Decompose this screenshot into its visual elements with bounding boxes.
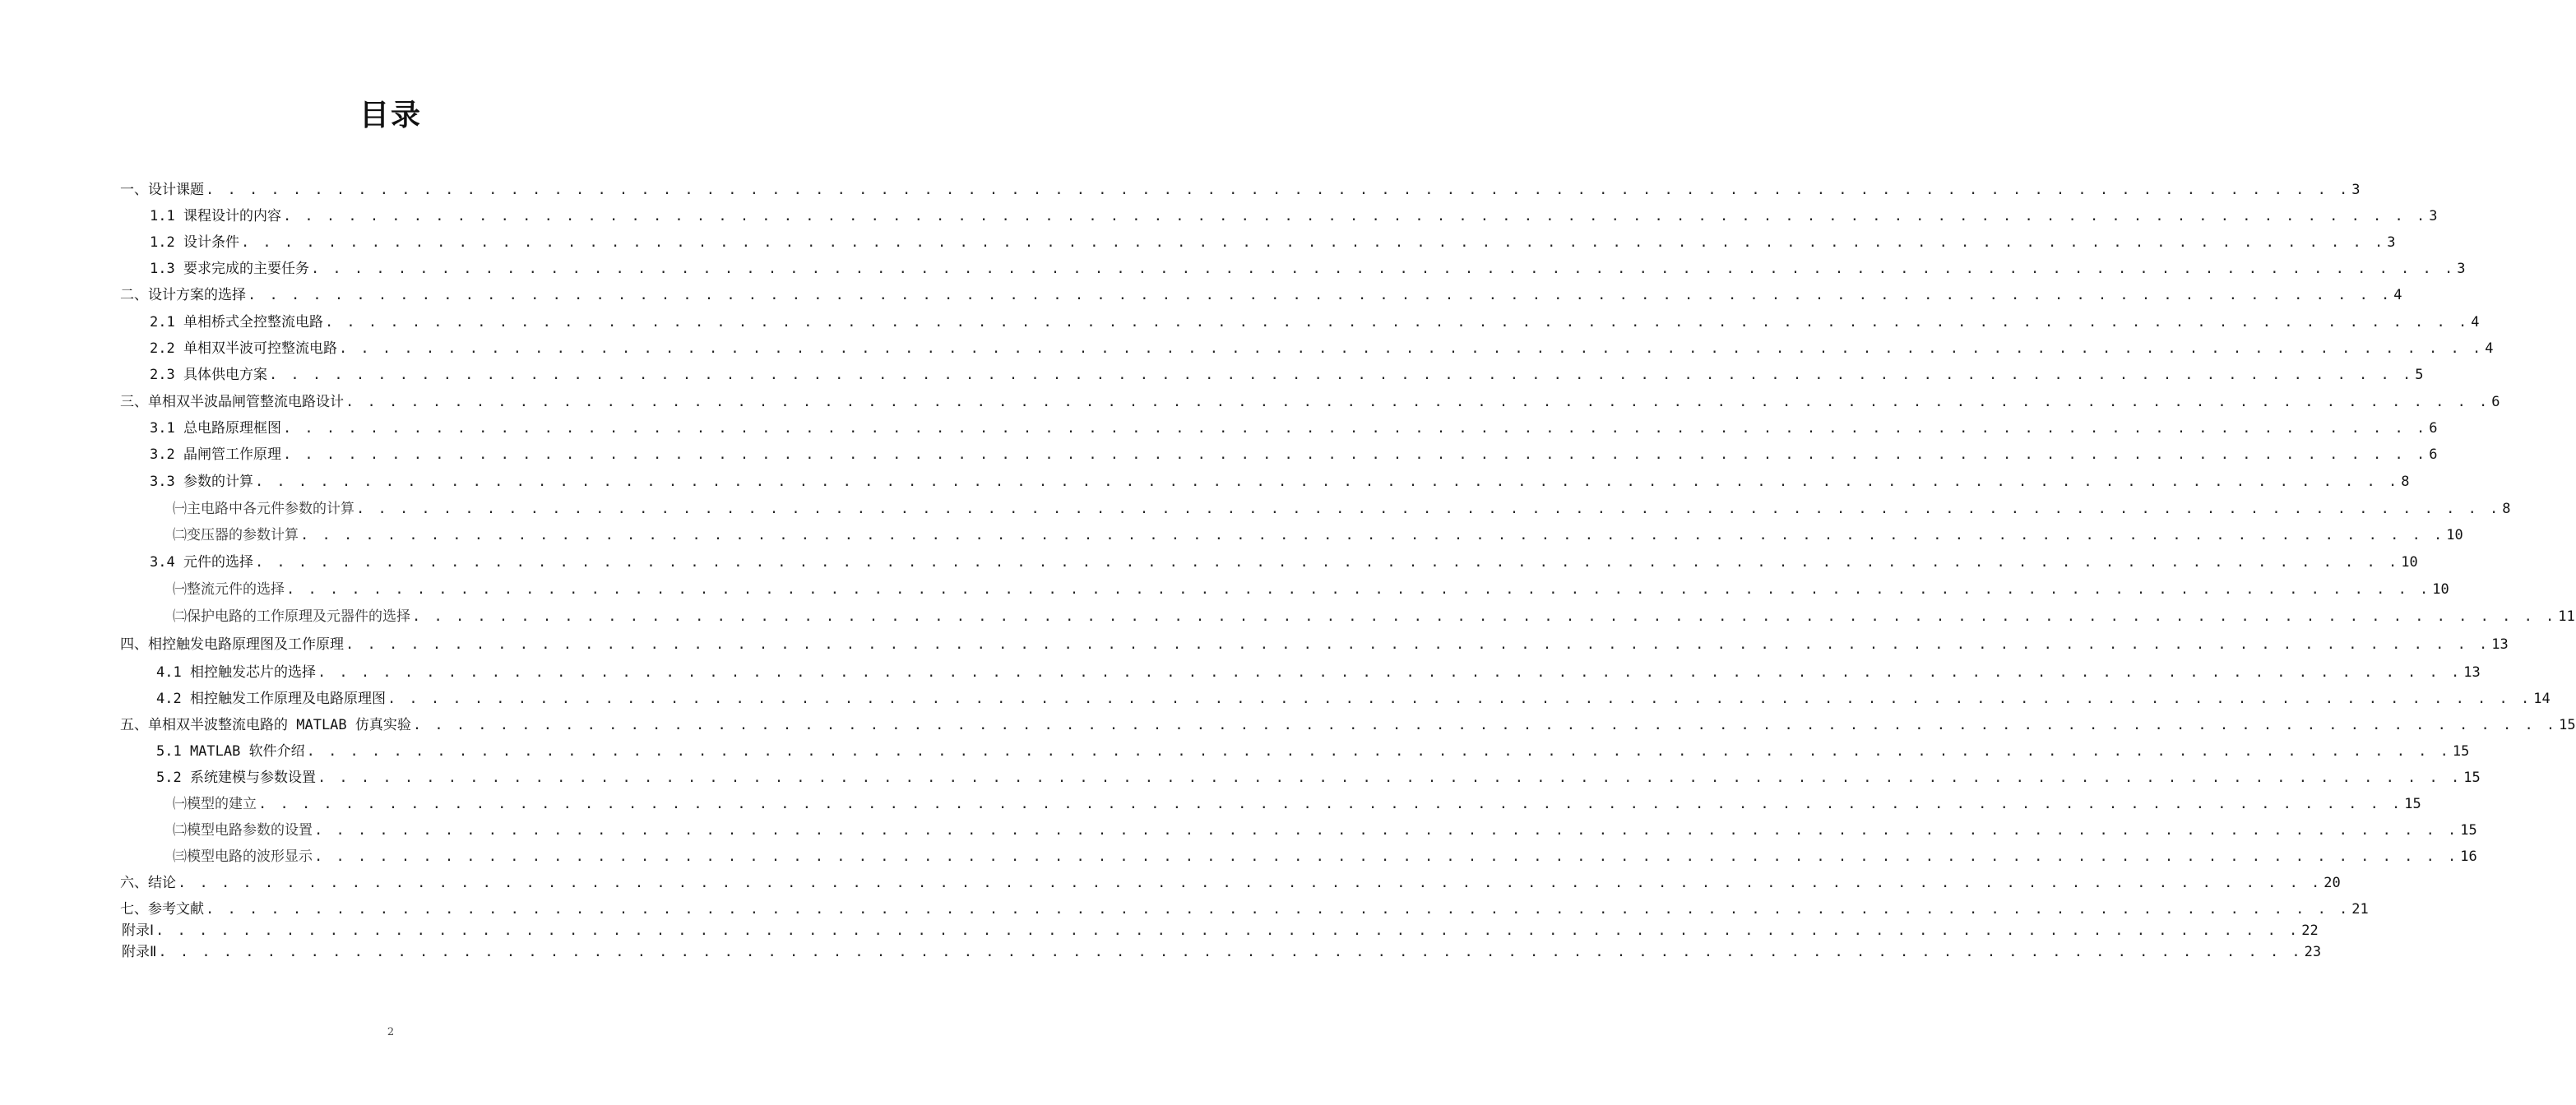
toc-entry[interactable]: [150, 338, 2494, 359]
toc-entry-page: 23: [2304, 944, 2322, 960]
toc-leader-dots: . . . . . . . . . . . . . . . . . . . . . . . . . . . . . . . . . . . . . . . . . . . . . . . . . . . . . . . . . . . . . . . . . . . . . . . . . . . . . . . . . . . . . . . . . . . . . . . . . . .: [240, 234, 2386, 251]
toc-entry-page: 21: [2351, 901, 2369, 918]
toc-leader-dots: . . . . . . . . . . . . . . . . . . . . . . . . . . . . . . . . . . . . . . . . . . . . . . . . . . . . . . . . . . . . . . . . . . . . . . . . . . . . . . . . . . . . . . . . . . . . . . . . . . .: [286, 581, 2431, 598]
toc-entry-page: 4: [2393, 287, 2402, 303]
toc-entry-label: 1.1 课程设计的内容: [150, 208, 281, 224]
toc-entry[interactable]: [120, 714, 2576, 736]
toc-entry-page: 22: [2301, 922, 2319, 939]
toc-leader-dots: . . . . . . . . . . . . . . . . . . . . . . . . . . . . . . . . . . . . . . . . . . . . . . . . . . . . . . . . . . . . . . . . . . . . . . . . . . . . . . . . . . . . . . . . . . . . . . . . . . .: [345, 636, 2490, 653]
toc-entry[interactable]: [150, 258, 2466, 280]
toc-entry-page: 15: [2460, 822, 2477, 839]
toc-entry-label: 5.1 MATLAB 软件介绍: [156, 743, 305, 760]
toc-leader-dots: . . . . . . . . . . . . . . . . . . . . . . . . . . . . . . . . . . . . . . . . . . . . . . . . . . . . . . . . . . . . . . . . . . . . . . . . . . . . . . . . . . . . . . . . . . . . . . . . . . .: [306, 743, 2451, 760]
toc-leader-dots: . . . . . . . . . . . . . . . . . . . . . . . . . . . . . . . . . . . . . . . . . . . . . . . . . . . . . . . . . . . . . . . . . . . . . . . . . . . . . . . . . . . . . . . . . . . . . . . . . . .: [155, 922, 2300, 939]
toc-entry[interactable]: [173, 820, 2477, 841]
toc-leader-dots: . . . . . . . . . . . . . . . . . . . . . . . . . . . . . . . . . . . . . . . . . . . . . . . . . . . . . . . . . . . . . . . . . . . . . . . . . . . . . . . . . . . . . . . . . . . . . . . . . . .: [268, 367, 2414, 383]
toc-leader-dots: . . . . . . . . . . . . . . . . . . . . . . . . . . . . . . . . . . . . . . . . . . . . . . . . . . . . . . . . . . . . . . . . . . . . . . . . . . . . . . . . . . . . . . . . . . . . . . . . . . .: [158, 944, 2303, 960]
toc-entry-label: 三、单相双半波晶闸管整流电路设计: [120, 394, 344, 410]
toc-entry-page: 10: [2401, 554, 2418, 571]
page-number: 2: [387, 1026, 395, 1038]
toc-leader-dots: . . . . . . . . . . . . . . . . . . . . . . . . . . . . . . . . . . . . . . . . . . . . . . . . . . . . . . . . . . . . . . . . . . . . . . . . . . . . . . . . . . . . . . . . . . . . . . . . . . .: [206, 182, 2351, 198]
toc-leader-dots: . . . . . . . . . . . . . . . . . . . . . . . . . . . . . . . . . . . . . . . . . . . . . . . . . . . . . . . . . . . . . . . . . . . . . . . . . . . . . . . . . . . . . . . . . . . . . . . . . . .: [300, 527, 2445, 543]
toc-entry-page: 3: [2351, 182, 2361, 198]
toc-entry-label: 3.2 晶闸管工作原理: [150, 446, 281, 463]
toc-entry-label: 4.2 相控触发工作原理及电路原理图: [156, 691, 386, 707]
toc-entry-label: ㈠主电路中各元件参数的计算: [173, 501, 354, 517]
toc-entry[interactable]: [120, 872, 2341, 894]
toc-leader-dots: . . . . . . . . . . . . . . . . . . . . . . . . . . . . . . . . . . . . . . . . . . . . . . . . . . . . . . . . . . . . . . . . . . . . . . . . . . . . . . . . . . . . . . . . . . . . . . . . . . .: [387, 691, 2532, 707]
toc-leader-dots: . . . . . . . . . . . . . . . . . . . . . . . . . . . . . . . . . . . . . . . . . . . . . . . . . . . . . . . . . . . . . . . . . . . . . . . . . . . . . . . . . . . . . . . . . . . . . . . . . . .: [254, 554, 2400, 571]
toc-entry[interactable]: [150, 444, 2438, 465]
page-title: 目录: [359, 99, 422, 132]
toc-entry-label: ㈡模型电路参数的设置: [173, 822, 313, 839]
toc-entry-page: 14: [2533, 691, 2551, 707]
toc-leader-dots: . . . . . . . . . . . . . . . . . . . . . . . . . . . . . . . . . . . . . . . . . . . . . . . . . . . . . . . . . . . . . . . . . . . . . . . . . . . . . . . . . . . . . . . . . . . . . . . . . . .: [258, 796, 2403, 812]
toc-entry-label: 3.4 元件的选择: [150, 554, 253, 571]
toc-entry-label: 七、参考文献: [120, 901, 204, 918]
toc-entry[interactable]: [156, 767, 2481, 788]
toc-entry-page: 13: [2463, 664, 2481, 681]
toc-entry-page: 6: [2429, 446, 2438, 463]
toc-leader-dots: . . . . . . . . . . . . . . . . . . . . . . . . . . . . . . . . . . . . . . . . . . . . . . . . . . . . . . . . . . . . . . . . . . . . . . . . . . . . . . . . . . . . . . . . . . . . . . . . . . .: [178, 875, 2323, 891]
toc-entry[interactable]: [120, 391, 2500, 413]
toc-entry[interactable]: [150, 418, 2438, 439]
toc-leader-dots: . . . . . . . . . . . . . . . . . . . . . . . . . . . . . . . . . . . . . . . . . . . . . . . . . . . . . . . . . . . . . . . . . . . . . . . . . . . . . . . . . . . . . . . . . . . . . . . . . . .: [356, 501, 2501, 517]
toc-entry[interactable]: [173, 606, 2575, 627]
toc-entry-page: 4: [2471, 314, 2480, 331]
toc-entry-page: 8: [2401, 474, 2410, 490]
toc-entry-label: 3.1 总电路原理框图: [150, 420, 281, 437]
toc-entry-label: ㈡保护电路的工作原理及元器件的选择: [173, 608, 410, 625]
toc-entry-label: 2.1 单相桥式全控整流电路: [150, 314, 323, 331]
toc-entry-label: ㈠整流元件的选择: [173, 581, 285, 598]
toc-leader-dots: . . . . . . . . . . . . . . . . . . . . . . . . . . . . . . . . . . . . . . . . . . . . . . . . . . . . . . . . . . . . . . . . . . . . . . . . . . . . . . . . . . . . . . . . . . . . . . . . . . .: [282, 208, 2428, 224]
toc-entry-page: 8: [2502, 501, 2511, 517]
toc-entry-page: 5: [2415, 367, 2424, 383]
toc-entry-label: ㈠模型的建立: [173, 796, 257, 812]
toc-leader-dots: . . . . . . . . . . . . . . . . . . . . . . . . . . . . . . . . . . . . . . . . . . . . . . . . . . . . . . . . . . . . . . . . . . . . . . . . . . . . . . . . . . . . . . . . . . . . . . . . . . .: [412, 717, 2558, 733]
toc-entry[interactable]: [150, 232, 2396, 253]
toc-entry-page: 15: [2452, 743, 2470, 760]
toc-entry[interactable]: [150, 471, 2410, 492]
toc-entry-label: 1.2 设计条件: [150, 234, 239, 251]
toc-entry-page: 20: [2323, 875, 2341, 891]
toc-entry-label: 1.3 要求完成的主要任务: [150, 261, 309, 277]
toc-entry[interactable]: [120, 899, 2369, 920]
toc-entry[interactable]: [150, 364, 2424, 386]
toc-entry-label: 一、设计课题: [120, 182, 204, 198]
toc-entry-page: 6: [2429, 420, 2438, 437]
toc-leader-dots: . . . . . . . . . . . . . . . . . . . . . . . . . . . . . . . . . . . . . . . . . . . . . . . . . . . . . . . . . . . . . . . . . . . . . . . . . . . . . . . . . . . . . . . . . . . . . . . . . . .: [310, 261, 2456, 277]
toc-entry[interactable]: [156, 741, 2470, 762]
toc-entry-label: 六、结论: [120, 875, 176, 891]
toc-entry-label: 5.2 系统建模与参数设置: [156, 770, 316, 786]
toc-leader-dots: . . . . . . . . . . . . . . . . . . . . . . . . . . . . . . . . . . . . . . . . . . . . . . . . . . . . . . . . . . . . . . . . . . . . . . . . . . . . . . . . . . . . . . . . . . . . . . . . . . .: [206, 901, 2351, 918]
toc-entry-label: 五、单相双半波整流电路的 MATLAB 仿真实验: [120, 717, 411, 733]
toc-entry-label: 附录Ⅰ: [122, 922, 155, 939]
toc-entry-label: 2.3 具体供电方案: [150, 367, 267, 383]
toc-leader-dots: . . . . . . . . . . . . . . . . . . . . . . . . . . . . . . . . . . . . . . . . . . . . . . . . . . . . . . . . . . . . . . . . . . . . . . . . . . . . . . . . . . . . . . . . . . . . . . . . . . .: [282, 446, 2428, 463]
toc-leader-dots: . . . . . . . . . . . . . . . . . . . . . . . . . . . . . . . . . . . . . . . . . . . . . . . . . . . . . . . . . . . . . . . . . . . . . . . . . . . . . . . . . . . . . . . . . . . . . . . . . . .: [314, 848, 2459, 865]
toc-entry[interactable]: [120, 634, 2509, 655]
toc-entry[interactable]: [120, 179, 2361, 201]
toc-leader-dots: . . . . . . . . . . . . . . . . . . . . . . . . . . . . . . . . . . . . . . . . . . . . . . . . . . . . . . . . . . . . . . . . . . . . . . . . . . . . . . . . . . . . . . . . . . . . . . . . . . .: [317, 664, 2462, 681]
toc-entry-page: 3: [2457, 261, 2466, 277]
toc-entry-page: 10: [2432, 581, 2449, 598]
toc-entry-page: 15: [2559, 717, 2576, 733]
toc-entry[interactable]: [173, 525, 2463, 546]
toc-entry[interactable]: [120, 284, 2402, 306]
toc-entry-page: 15: [2463, 770, 2481, 786]
toc-entry-page: 16: [2460, 848, 2477, 865]
toc-entry[interactable]: [156, 662, 2481, 683]
toc-leader-dots: . . . . . . . . . . . . . . . . . . . . . . . . . . . . . . . . . . . . . . . . . . . . . . . . . . . . . . . . . . . . . . . . . . . . . . . . . . . . . . . . . . . . . . . . . . . . . . . . . . .: [314, 822, 2459, 839]
toc-leader-dots: . . . . . . . . . . . . . . . . . . . . . . . . . . . . . . . . . . . . . . . . . . . . . . . . . . . . . . . . . . . . . . . . . . . . . . . . . . . . . . . . . . . . . . . . . . . . . . . . . . .: [254, 474, 2400, 490]
toc-entry[interactable]: [173, 498, 2511, 520]
toc-leader-dots: . . . . . . . . . . . . . . . . . . . . . . . . . . . . . . . . . . . . . . . . . . . . . . . . . . . . . . . . . . . . . . . . . . . . . . . . . . . . . . . . . . . . . . . . . . . . . . . . . . .: [338, 340, 2484, 357]
toc-entry-label: 4.1 相控触发芯片的选择: [156, 664, 316, 681]
toc-entry-label: 四、相控触发电路原理图及工作原理: [120, 636, 344, 653]
toc-entry[interactable]: [150, 312, 2480, 333]
toc-entry-page: 13: [2491, 636, 2509, 653]
toc-leader-dots: . . . . . . . . . . . . . . . . . . . . . . . . . . . . . . . . . . . . . . . . . . . . . . . . . . . . . . . . . . . . . . . . . . . . . . . . . . . . . . . . . . . . . . . . . . . . . . . . . . .: [345, 394, 2490, 410]
toc-entry-page: 6: [2491, 394, 2500, 410]
toc-leader-dots: . . . . . . . . . . . . . . . . . . . . . . . . . . . . . . . . . . . . . . . . . . . . . . . . . . . . . . . . . . . . . . . . . . . . . . . . . . . . . . . . . . . . . . . . . . . . . . . . . . .: [412, 608, 2557, 625]
toc-entry-label: 附录Ⅱ: [122, 944, 157, 960]
toc-entry-page: 10: [2446, 527, 2463, 543]
toc-entry[interactable]: [156, 688, 2551, 710]
toc-entry-page: 15: [2404, 796, 2421, 812]
toc-entry-label: 3.3 参数的计算: [150, 474, 253, 490]
toc-entry-page: 3: [2387, 234, 2396, 251]
toc-entry-label: ㈢模型电路的波形显示: [173, 848, 313, 865]
toc-entry[interactable]: [173, 846, 2477, 867]
toc-entry[interactable]: [173, 579, 2449, 600]
toc-leader-dots: . . . . . . . . . . . . . . . . . . . . . . . . . . . . . . . . . . . . . . . . . . . . . . . . . . . . . . . . . . . . . . . . . . . . . . . . . . . . . . . . . . . . . . . . . . . . . . . . . . .: [282, 420, 2428, 437]
toc-entry[interactable]: [150, 552, 2418, 573]
toc-entry[interactable]: [173, 793, 2421, 815]
toc-entry-label: 2.2 单相双半波可控整流电路: [150, 340, 337, 357]
toc-leader-dots: . . . . . . . . . . . . . . . . . . . . . . . . . . . . . . . . . . . . . . . . . . . . . . . . . . . . . . . . . . . . . . . . . . . . . . . . . . . . . . . . . . . . . . . . . . . . . . . . . . .: [248, 287, 2393, 303]
toc-entry-label: ㈡变压器的参数计算: [173, 527, 299, 543]
toc-entry-label: 二、设计方案的选择: [120, 287, 246, 303]
toc-entry[interactable]: [122, 920, 2319, 941]
toc-entry-page: 4: [2485, 340, 2494, 357]
toc-entry-page: 11: [2558, 608, 2575, 625]
toc-entry-page: 3: [2429, 208, 2438, 224]
toc-entry[interactable]: [122, 941, 2322, 963]
toc-leader-dots: . . . . . . . . . . . . . . . . . . . . . . . . . . . . . . . . . . . . . . . . . . . . . . . . . . . . . . . . . . . . . . . . . . . . . . . . . . . . . . . . . . . . . . . . . . . . . . . . . . .: [324, 314, 2470, 331]
toc-entry[interactable]: [150, 206, 2438, 227]
toc-leader-dots: . . . . . . . . . . . . . . . . . . . . . . . . . . . . . . . . . . . . . . . . . . . . . . . . . . . . . . . . . . . . . . . . . . . . . . . . . . . . . . . . . . . . . . . . . . . . . . . . . . .: [317, 770, 2462, 786]
